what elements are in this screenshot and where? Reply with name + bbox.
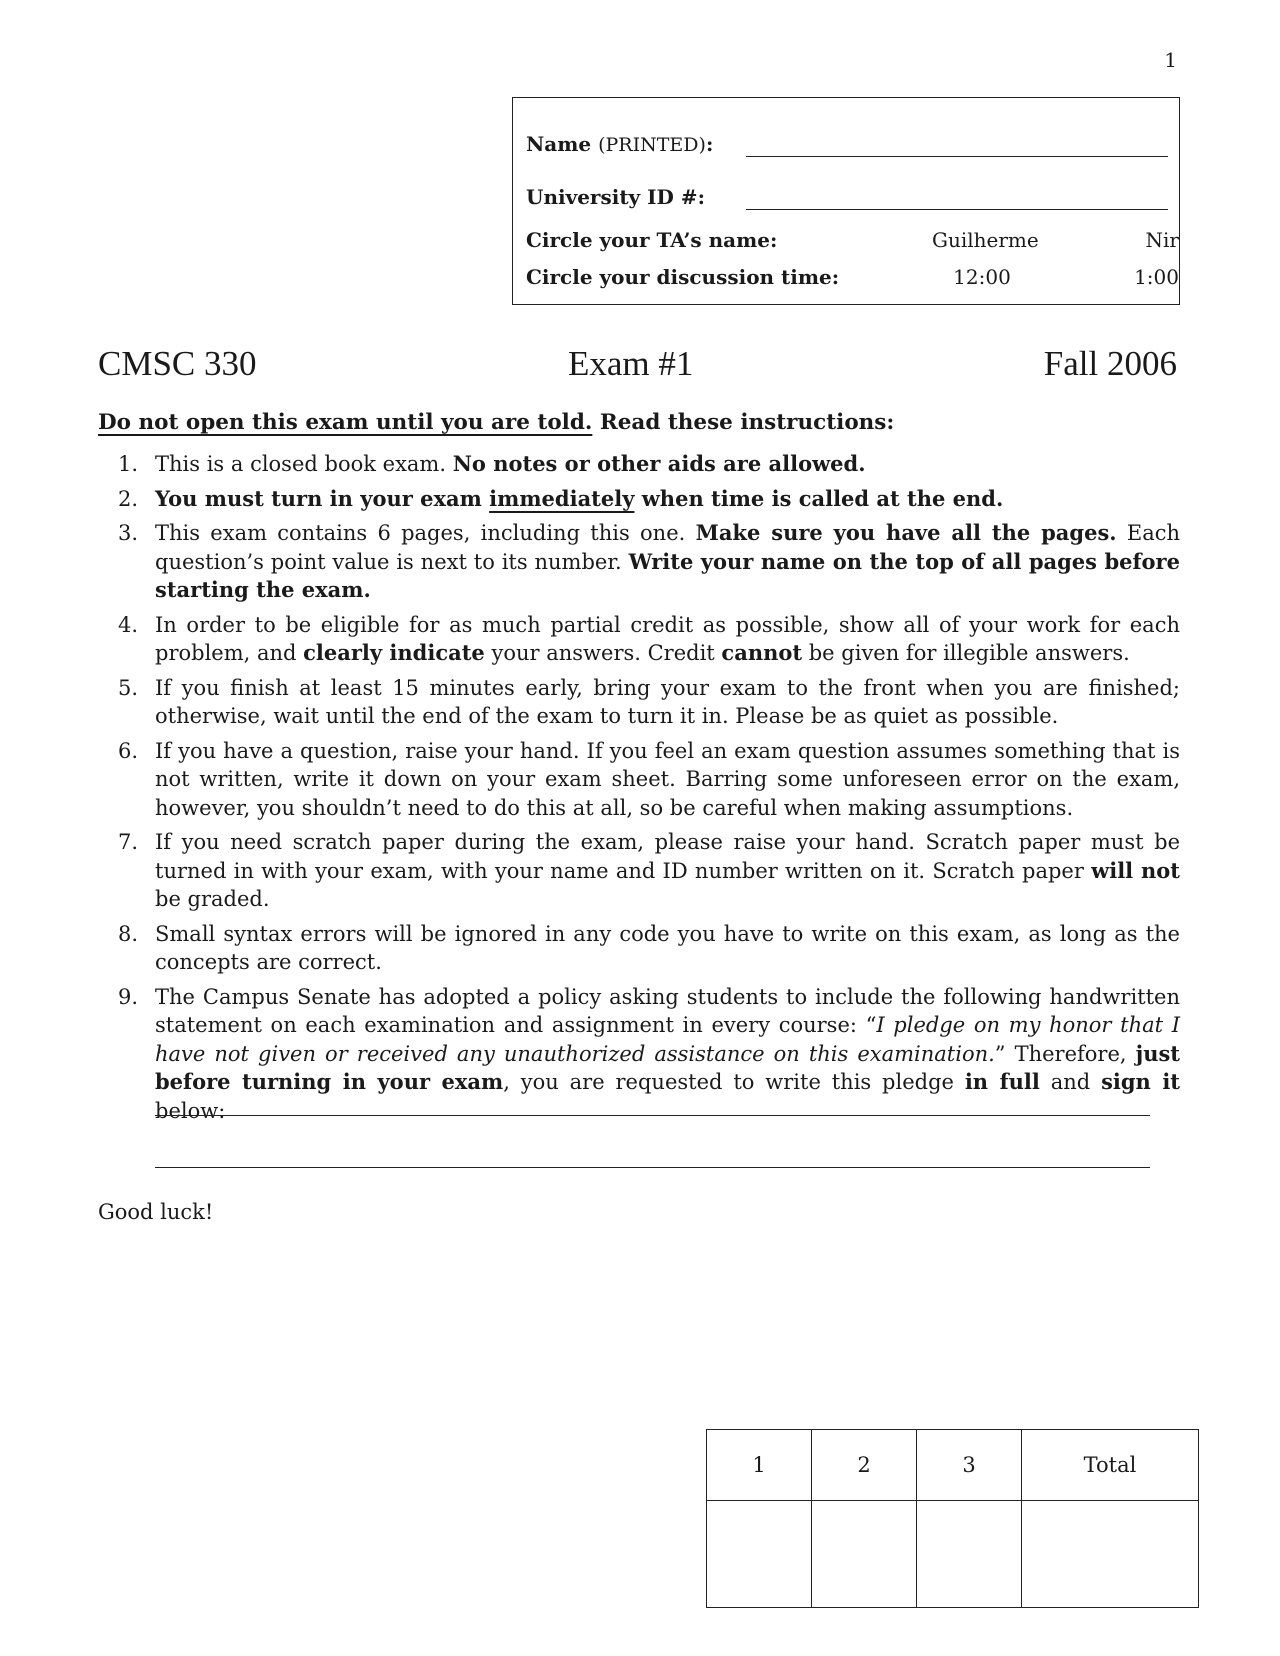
instruction-item: 3. This exam contains 6 pages, including this one. Make sure you have all the pages. Each question’s point value is next to its number. Write your name on the top of all pages before starting the exam. xyxy=(118,520,1181,602)
name-row xyxy=(526,132,1179,162)
ta-option-nir[interactable]: Nir xyxy=(1145,228,1179,252)
pledge-line-2[interactable] xyxy=(155,1167,1150,1168)
good-luck-text: Good luck! xyxy=(98,1200,214,1224)
score-header-3: 3 xyxy=(917,1430,1022,1501)
time-option-1200[interactable]: 12:00 xyxy=(953,265,1011,289)
ta-option-guilherme[interactable]: Guilherme xyxy=(932,228,1039,252)
instruction-item: 6. If you have a question, raise your hand. If you feel an exam question assumes something that is not written, write it down on your exam sheet. Barring some unforeseen error on the exam, however, you shouldn’t need to do this at all, so be careful when making assumptions. xyxy=(118,738,1180,820)
instructions-list xyxy=(118,450,1180,1131)
uid-label: University ID #: xyxy=(526,185,705,209)
time-option-100[interactable]: 1:00 xyxy=(1134,265,1179,289)
score-entry-row xyxy=(707,1501,1199,1608)
time-row xyxy=(526,265,1179,295)
score-header-total: Total xyxy=(1022,1430,1199,1501)
instructions-heading: Do not open this exam until you are told. Read these instructions: xyxy=(98,410,895,435)
score-cell-3 xyxy=(917,1501,1022,1608)
instruction-item: 2. You must turn in your exam immediately when time is called at the end. xyxy=(118,485,1004,511)
name-field[interactable] xyxy=(746,156,1168,157)
score-header-2: 2 xyxy=(812,1430,917,1501)
uid-field[interactable] xyxy=(746,209,1168,210)
ta-row xyxy=(526,228,1179,258)
time-label: Circle your discussion time: xyxy=(526,265,840,289)
score-cell-2 xyxy=(812,1501,917,1608)
score-cell-total xyxy=(1022,1501,1199,1608)
ta-label: Circle your TA’s name: xyxy=(526,228,778,252)
instruction-item: 7. If you need scratch paper during the exam, please raise your hand. Scratch paper must be turned in with your exam, with your name and ID number written on it. Scratch paper will not be graded. xyxy=(118,830,1181,911)
instruction-item: 1. This is a closed book exam. No notes or other aids are allowed. xyxy=(118,451,866,476)
term-title: Fall 2006 xyxy=(1043,344,1177,383)
instruction-item: 8. Small syntax errors will be ignored in any code you have to write on this exam, as long as the concepts are correct. xyxy=(118,921,1180,974)
page-number: 1 xyxy=(1164,48,1177,72)
instruction-item: 9. The Campus Senate has adopted a policy asking students to include the following handwritten statement on each examination and assignment in every course: “I pledge on my honor that I have not given or received any unauthorized assistance on this examination.” Therefore, just before turning in your exam, you are requested to write this pledge in full and sign it below: xyxy=(118,984,1180,1123)
pledge-line-1[interactable] xyxy=(155,1115,1150,1116)
instruction-item: 5. If you finish at least 15 minutes early, bring your exam to the front when you are finished; otherwise, wait until the end of the exam to turn it in. Please be as quiet as possible. xyxy=(118,675,1180,728)
score-table xyxy=(706,1429,1199,1608)
uid-row xyxy=(526,185,1179,215)
course-title: CMSC 330 xyxy=(98,344,257,383)
student-info-box xyxy=(512,97,1180,305)
score-header-row xyxy=(707,1430,1199,1501)
score-header-1: 1 xyxy=(707,1430,812,1501)
name-label: Name (PRINTED): xyxy=(526,132,714,156)
score-cell-1 xyxy=(707,1501,812,1608)
instruction-item: 4. In order to be eligible for as much partial credit as possible, show all of your work for each problem, and clearly indicate your answers. Credit cannot be given for illegible answers. xyxy=(118,612,1180,665)
exam-title: Exam #1 xyxy=(568,344,694,383)
